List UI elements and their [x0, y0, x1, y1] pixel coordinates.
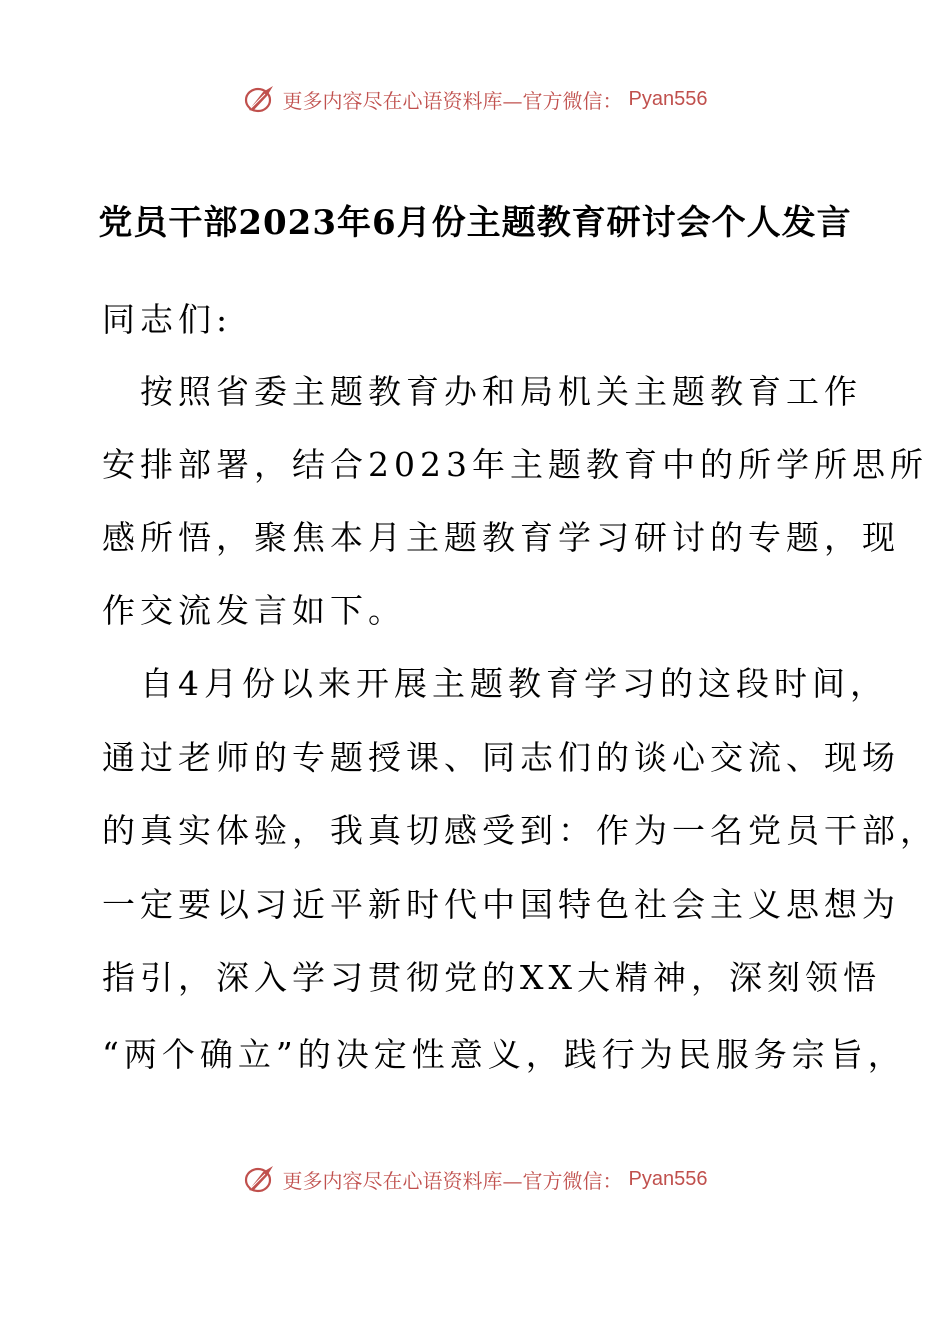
banner-wechat-id: Pyan556 — [628, 87, 708, 110]
paragraph-line: 安排部署，结合2023年主题教育中的所学所思所 — [102, 445, 928, 484]
paragraph-line: 一定要以习近平新时代中国特色社会主义思想为 — [102, 885, 900, 924]
paragraph-line: 作交流发言如下。 — [102, 591, 406, 630]
footer-banner — [0, 1164, 950, 1194]
header-banner — [0, 84, 950, 114]
paragraph-line: 自4月份以来开展主题教育学习的这段时间， — [102, 664, 888, 703]
salutation: 同志们: — [102, 300, 233, 339]
banner-text: 更多内容尽在心语资料库—官方微信： — [282, 88, 623, 113]
paragraph-line: 的真实体验，我真切感受到：作为一名党员干部， — [102, 811, 938, 850]
paragraph-line: 通过老师的专题授课、同志们的谈心交流、现场 — [102, 738, 900, 777]
paragraph-line: 指引，深入学习贯彻党的XX大精神，深刻领悟 — [102, 958, 881, 997]
banner-text: 更多内容尽在心语资料库—官方微信： — [282, 1168, 623, 1193]
quill-pen-logo-icon — [243, 1164, 277, 1194]
banner-wechat-id: Pyan556 — [628, 1167, 708, 1190]
quill-pen-logo-icon — [243, 84, 277, 114]
document-title: 党员干部2023年6月份主题教育研讨会个人发言 — [98, 203, 852, 243]
paragraph-line: 感所悟，聚焦本月主题教育学习研讨的专题，现 — [102, 518, 900, 557]
paragraph-line: “两个确立”的决定性意义，践行为民服务宗旨， — [102, 1035, 906, 1074]
paragraph-line: 按照省委主题教育办和局机关主题教育工作 — [102, 372, 862, 411]
